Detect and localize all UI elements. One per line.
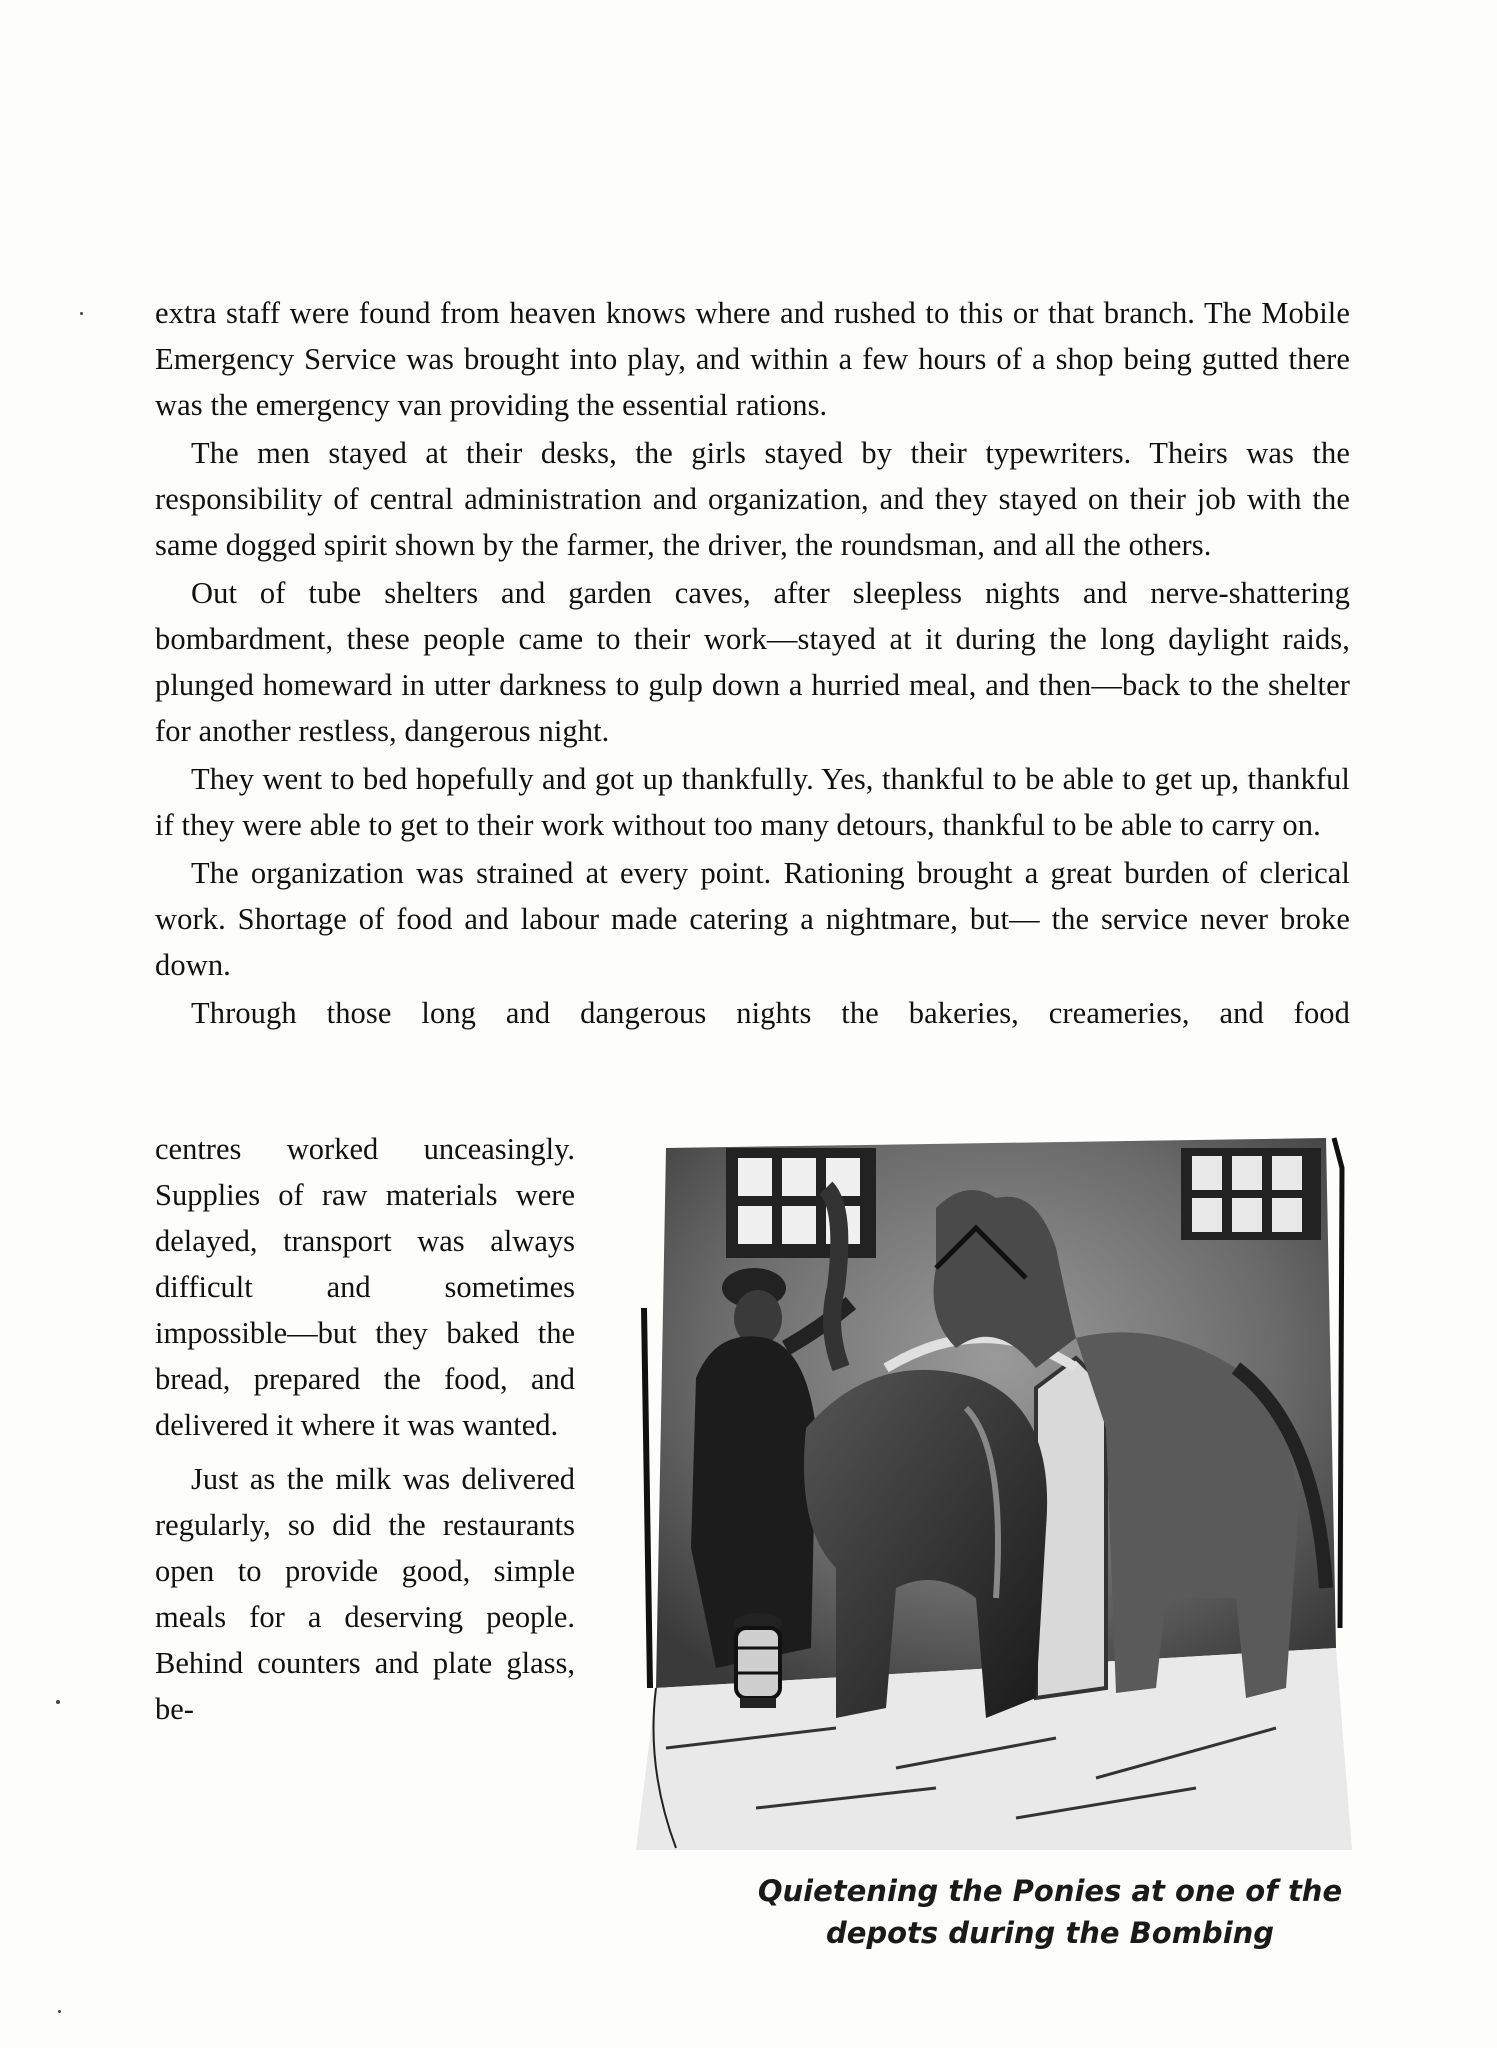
print-speck — [58, 2010, 61, 2013]
paragraph-7: centres worked unceasingly. Supplies of raw materials were delayed, transport was always difficult and sometimes impossible—but they baked the bread, prepared the food, and delivered it where it was wanted. — [155, 1132, 575, 1442]
lantern — [734, 1613, 782, 1708]
stable-window-left — [726, 1148, 876, 1258]
article-body — [155, 290, 1350, 1038]
stable-window-right — [1181, 1148, 1321, 1240]
figure-caption — [700, 1870, 1360, 1954]
caption-line-1: Quietening the Ponies at one of the — [757, 1874, 1343, 1908]
caption-line-2: depots during the Bombing — [825, 1916, 1275, 1950]
article-side-column — [155, 1126, 575, 1734]
stable-ponies-illustration — [636, 1128, 1352, 1850]
print-speck — [56, 1700, 60, 1704]
paragraph-3: Out of tube shelters and garden caves, after sleepless nights and nerve-shattering bombardment, these people came to their work—stayed at it during the long daylight raids, plunged homeward in utter darkness to gulp down a hurried meal, and then—back to the shelter for another restless, dangerous night. — [155, 576, 1350, 748]
paragraph-2: The men stayed at their desks, the girls stayed by their typewriters. Theirs was the responsibility of central administration and organization, and they stayed on their job with the same dogged spirit shown by the farmer, the driver, the roundsman, and all the others. — [155, 436, 1350, 562]
paragraph-4: They went to bed hopefully and got up thankfully. Yes, thankful to be able to get up, thankful if they were able to get to their work without too many detours, thankful to be able to carry on. — [155, 762, 1350, 842]
paragraph-1: extra staff were found from heaven knows where and rushed to this or that branch. The Mobile Emergency Service was brought into play, and within a few hours of a shop being gutted there was the emergency van providing the essential rations. — [155, 296, 1350, 422]
paragraph-8: Just as the milk was delivered regularly, so did the restaurants open to provide good, simple meals for a deserving people. Behind counters and plate glass, be- — [155, 1462, 575, 1726]
print-speck — [80, 312, 83, 315]
paragraph-6: Through those long and dangerous nights the bakeries, creameries, and food — [191, 996, 1350, 1030]
paragraph-5: The organization was strained at every point. Rationing brought a great burden of clerical work. Shortage of food and labour made catering a nightmare, but— the service never broke down. — [155, 856, 1350, 982]
